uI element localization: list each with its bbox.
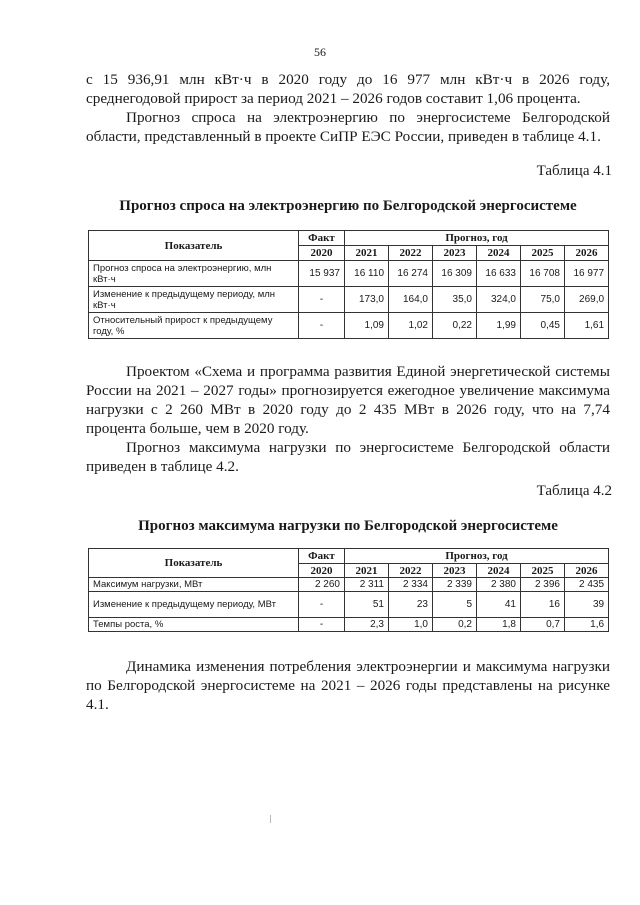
header-year: 2022 bbox=[389, 564, 433, 578]
header-forecast: Прогноз, год bbox=[345, 549, 609, 564]
cell-value: 1,02 bbox=[389, 313, 433, 339]
cell-value: - bbox=[299, 592, 345, 618]
cell-value: 2 435 bbox=[565, 578, 609, 592]
cell-value: 35,0 bbox=[433, 287, 477, 313]
header-year: 2026 bbox=[565, 246, 609, 261]
header-fact: Факт bbox=[299, 549, 345, 564]
row-label: Максимум нагрузки, МВт bbox=[89, 578, 299, 592]
cell-value: 1,8 bbox=[477, 618, 521, 632]
header-indicator: Показатель bbox=[89, 231, 299, 261]
header-year: 2020 bbox=[299, 564, 345, 578]
cell-value: 2 380 bbox=[477, 578, 521, 592]
header-indicator: Показатель bbox=[89, 549, 299, 578]
table-row bbox=[89, 261, 609, 287]
header-year: 2020 bbox=[299, 246, 345, 261]
table-row bbox=[89, 578, 609, 592]
cell-value: 0,22 bbox=[433, 313, 477, 339]
header-year: 2023 bbox=[433, 564, 477, 578]
table-row bbox=[89, 287, 609, 313]
cell-value: - bbox=[299, 313, 345, 339]
table2-title: Прогноз максимума нагрузки по Белгородской энергосистеме bbox=[138, 518, 558, 534]
cell-value: 0,2 bbox=[433, 618, 477, 632]
row-label: Прогноз спроса на электроэнергию, млн кВт·ч bbox=[89, 261, 299, 287]
cell-value: 164,0 bbox=[389, 287, 433, 313]
cell-value: 2 334 bbox=[389, 578, 433, 592]
demand-forecast-table bbox=[88, 230, 609, 339]
cell-value: 1,0 bbox=[389, 618, 433, 632]
header-year: 2025 bbox=[521, 246, 565, 261]
row-label: Изменение к предыдущему периоду, млн кВт·ч bbox=[89, 287, 299, 313]
cell-value: 2 396 bbox=[521, 578, 565, 592]
paragraph-figure-reference: Динамика изменения потребления электроэнергии и максимума нагрузки по Белгородской энергосистеме на 2021 – 2026 годы представлены на рисунке 4.1. bbox=[86, 658, 610, 713]
cell-value: 173,0 bbox=[345, 287, 389, 313]
header-year: 2021 bbox=[345, 246, 389, 261]
header-year: 2024 bbox=[477, 246, 521, 261]
cell-value: 324,0 bbox=[477, 287, 521, 313]
page-number: 56 bbox=[314, 45, 326, 59]
paragraph-table2-intro: Прогноз максимума нагрузки по энергосистеме Белгородской области приведен в таблице 4.2. bbox=[86, 439, 610, 475]
cell-value: 0,45 bbox=[521, 313, 565, 339]
paragraph-max-load-growth: Проектом «Схема и программа развития Единой энергетической системы России на 2021 – 2027 годы» прогнозируется ежегодное увеличение максимума нагрузки с 2 260 МВт в 2020 году до 2 435 МВт в 2026 году, что на 7,74 процента больше, чем в 2020 году. bbox=[86, 363, 610, 437]
cell-value: 2,3 bbox=[345, 618, 389, 632]
cell-value: 2 311 bbox=[345, 578, 389, 592]
cell-value: 0,7 bbox=[521, 618, 565, 632]
header-year: 2023 bbox=[433, 246, 477, 261]
cell-value: 75,0 bbox=[521, 287, 565, 313]
header-year: 2022 bbox=[389, 246, 433, 261]
table-row bbox=[89, 618, 609, 632]
cell-value: 2 339 bbox=[433, 578, 477, 592]
cell-value: 16 309 bbox=[433, 261, 477, 287]
cell-value: 16 977 bbox=[565, 261, 609, 287]
cell-value: 16 274 bbox=[389, 261, 433, 287]
cell-value: 16 110 bbox=[345, 261, 389, 287]
max-load-forecast-table bbox=[88, 548, 609, 632]
paragraph-table1-intro: Прогноз спроса на электроэнергию по энергосистеме Белгородской области, представленный в проекте СиПР ЕЭС России, приведен в таблице 4.1. bbox=[86, 109, 610, 145]
cell-value: - bbox=[299, 618, 345, 632]
paragraph-consumption-growth: с 15 936,91 млн кВт·ч в 2020 году до 16 977 млн кВт·ч в 2026 году, среднегодовой прирост за период 2021 – 2026 годов составит 1,06 процента. bbox=[86, 71, 610, 107]
table-row bbox=[89, 592, 609, 618]
table2-label: Таблица 4.2 bbox=[536, 483, 612, 499]
cell-value: 41 bbox=[477, 592, 521, 618]
cell-value: 51 bbox=[345, 592, 389, 618]
header-year: 2025 bbox=[521, 564, 565, 578]
cell-value: 1,6 bbox=[565, 618, 609, 632]
header-forecast: Прогноз, год bbox=[345, 231, 609, 246]
cell-value: 16 633 bbox=[477, 261, 521, 287]
header-year: 2021 bbox=[345, 564, 389, 578]
cell-value: 2 260 bbox=[299, 578, 345, 592]
header-year: 2024 bbox=[477, 564, 521, 578]
row-label: Относительный прирост к предыдущему году, % bbox=[89, 313, 299, 339]
cell-value: 269,0 bbox=[565, 287, 609, 313]
cell-value: 23 bbox=[389, 592, 433, 618]
row-label: Изменение к предыдущему периоду, МВт bbox=[89, 592, 299, 618]
cell-value: 16 bbox=[521, 592, 565, 618]
cell-value: 1,61 bbox=[565, 313, 609, 339]
cell-value: 1,99 bbox=[477, 313, 521, 339]
table-row bbox=[89, 313, 609, 339]
cell-value: 1,09 bbox=[345, 313, 389, 339]
row-label: Темпы роста, % bbox=[89, 618, 299, 632]
cell-value: 15 937 bbox=[299, 261, 345, 287]
cell-value: - bbox=[299, 287, 345, 313]
cell-value: 5 bbox=[433, 592, 477, 618]
table1-label: Таблица 4.1 bbox=[536, 163, 612, 179]
header-fact: Факт bbox=[299, 231, 345, 246]
cell-value: 39 bbox=[565, 592, 609, 618]
header-year: 2026 bbox=[565, 564, 609, 578]
cell-value: 16 708 bbox=[521, 261, 565, 287]
scan-mark bbox=[270, 815, 271, 823]
table1-title: Прогноз спроса на электроэнергию по Белгородской энергосистеме bbox=[119, 198, 577, 214]
